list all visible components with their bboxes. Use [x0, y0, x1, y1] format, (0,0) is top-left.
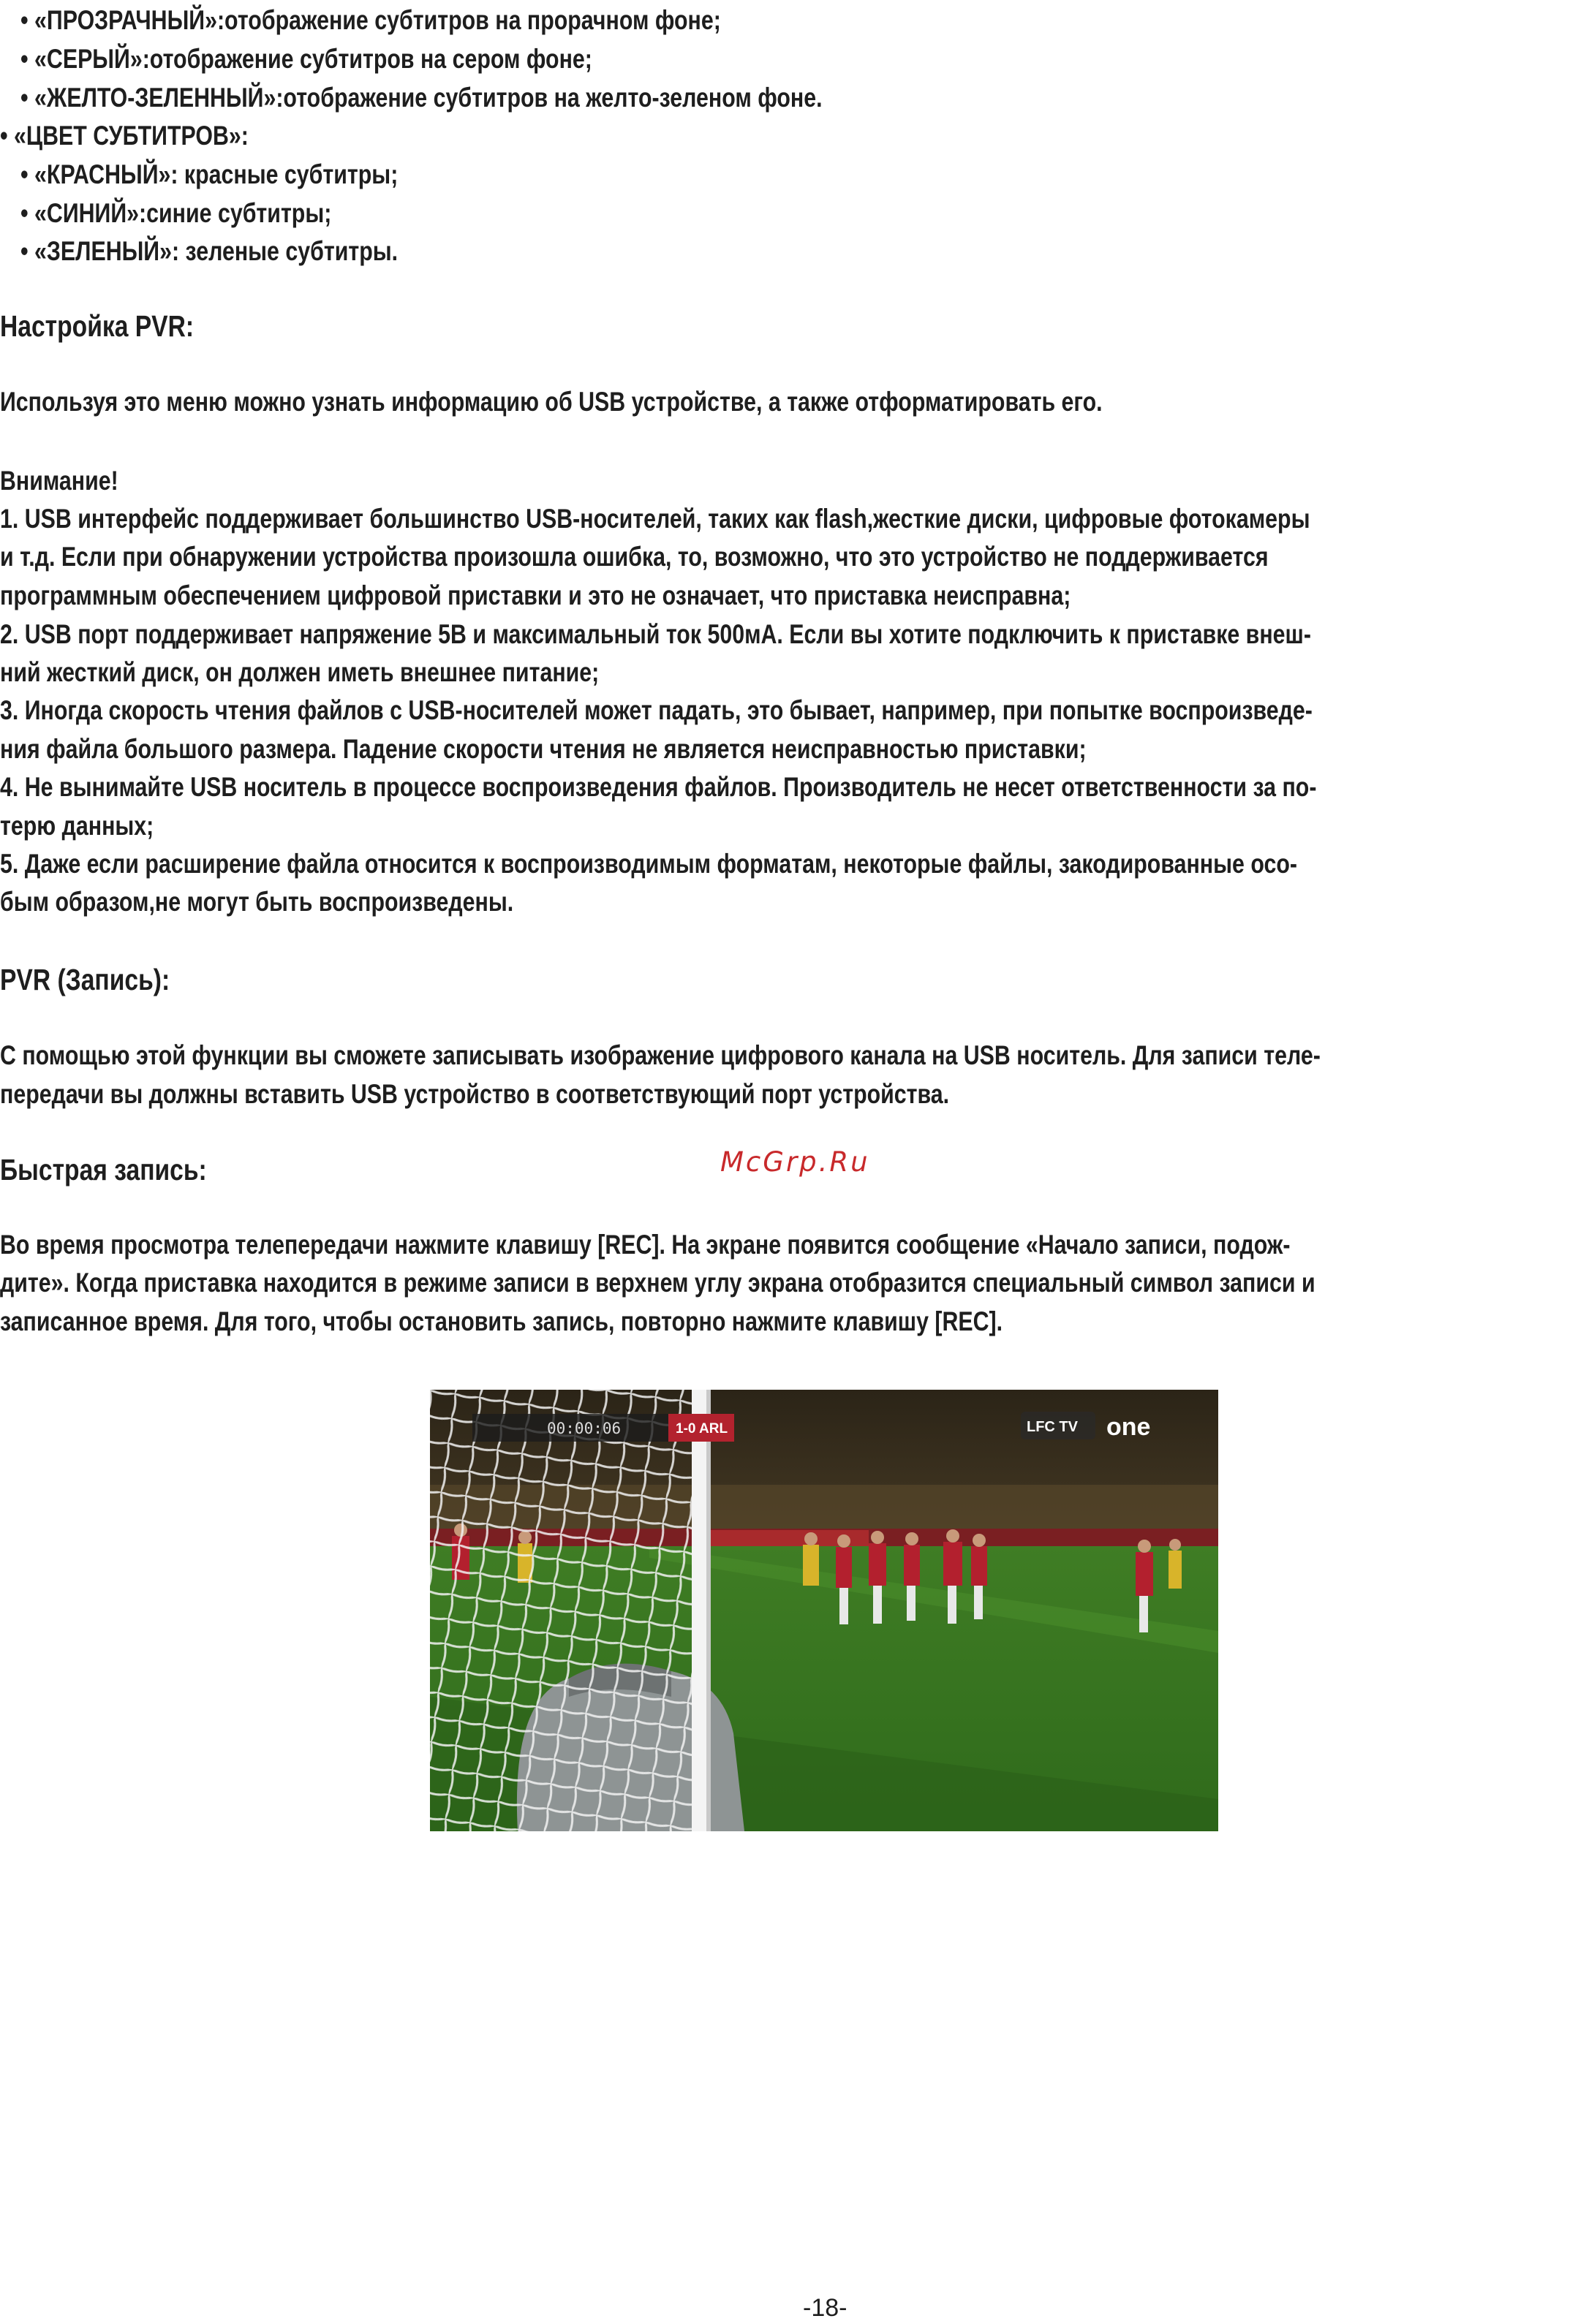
- warning-line: ния файла большого размера. Падение скорости чтения не является неисправностью приставки;: [0, 734, 1087, 764]
- warning-line: ний жесткий диск, он должен иметь внешнее питание;: [0, 657, 600, 687]
- option-green: • «ЗЕЛЕНЫЙ»: зеленые субтитры.: [20, 236, 399, 266]
- warning-line: и т.д. Если при обнаружении устройства произошла ошибка, то, возможно, что это устройство не поддерживается: [0, 542, 1269, 572]
- quick-record-heading: Быстрая запись:: [0, 1153, 207, 1186]
- lfc-tv-logo: LFC TV: [1027, 1419, 1078, 1435]
- warning-line: 5. Даже если расширение файла относится к воспроизводимым форматам, некоторые файлы, закодированные осо-: [0, 849, 1297, 879]
- warning-line: программным обеспечением цифровой приставки и это не означает, что приставка неисправна;: [0, 580, 1071, 610]
- quick-record-line: Во время просмотра телепередачи нажмите клавишу [REC]. На экране появится сообщение «Начало записи, подож-: [0, 1230, 1291, 1260]
- page-number: -18-: [803, 2294, 847, 2322]
- warning-line: 4. Не вынимайте USB носитель в процессе воспроизведения файлов. Производитель не несет ответственности за по-: [0, 772, 1317, 802]
- watermark: McGrp.Ru: [720, 1146, 870, 1178]
- pvr-record-heading: PVR (Запись):: [0, 963, 170, 996]
- recording-screenshot: [430, 1390, 1218, 1831]
- score-display: 1-0 ARL: [676, 1421, 728, 1437]
- option-gray: • «СЕРЫЙ»:отображение субтитров на сером фоне;: [20, 44, 592, 74]
- warning-line: бым образом,не могут быть воспроизведены.: [0, 887, 514, 917]
- pvr-setup-intro: Используя это меню можно узнать информацию об USB устройстве, а также отформатировать его.: [0, 387, 1103, 417]
- option-yellow-green: • «ЖЕЛТО-ЗЕЛЕННЫЙ»:отображение субтитров на желто-зеленом фоне.: [20, 83, 823, 113]
- warning-line: терю данных;: [0, 811, 154, 841]
- quick-record-line: дите». Когда приставка находится в режиме записи в верхнем углу экрана отобразится специальный символ записи и: [0, 1268, 1315, 1298]
- pvr-record-line: передачи вы должны вставить USB устройство в соответствующий порт устройства.: [0, 1079, 950, 1109]
- quick-record-line: записанное время. Для того, чтобы остановить запись, повторно нажмите клавишу [REC].: [0, 1306, 1003, 1336]
- pvr-record-line: С помощью этой функции вы сможете записывать изображение цифрового канала на USB носитель. Для записи теле-: [0, 1040, 1321, 1070]
- warning-line: 3. Иногда скорость чтения файлов с USB-носителей может падать, это бывает, например, при попытке воспроизведе-: [0, 695, 1313, 725]
- option-transparent: • «ПРОЗРАЧНЫЙ»:отображение субтитров на прорачном фоне;: [20, 5, 721, 35]
- warning-line: 2. USB порт поддерживает напряжение 5В и максимальный ток 500мА. Если вы хотите подключить к приставке внеш-: [0, 619, 1311, 649]
- pvr-setup-heading: Настройка PVR:: [0, 309, 195, 343]
- option-blue: • «СИНИЙ»:синие субтитры;: [20, 198, 332, 228]
- subtitle-color-heading: • «ЦВЕТ СУБТИТРОВ»:: [0, 121, 249, 151]
- recording-timer: 00:00:06: [547, 1420, 622, 1437]
- option-red: • «КРАСНЫЙ»: красные субтитры;: [20, 159, 399, 189]
- one-logo: one: [1106, 1413, 1151, 1441]
- warning-line: 1. USB интерфейс поддерживает большинство USB-носителей, таких как flash,жесткие диски, цифровые фотокамеры: [0, 504, 1310, 534]
- warning-title: Внимание!: [0, 466, 118, 496]
